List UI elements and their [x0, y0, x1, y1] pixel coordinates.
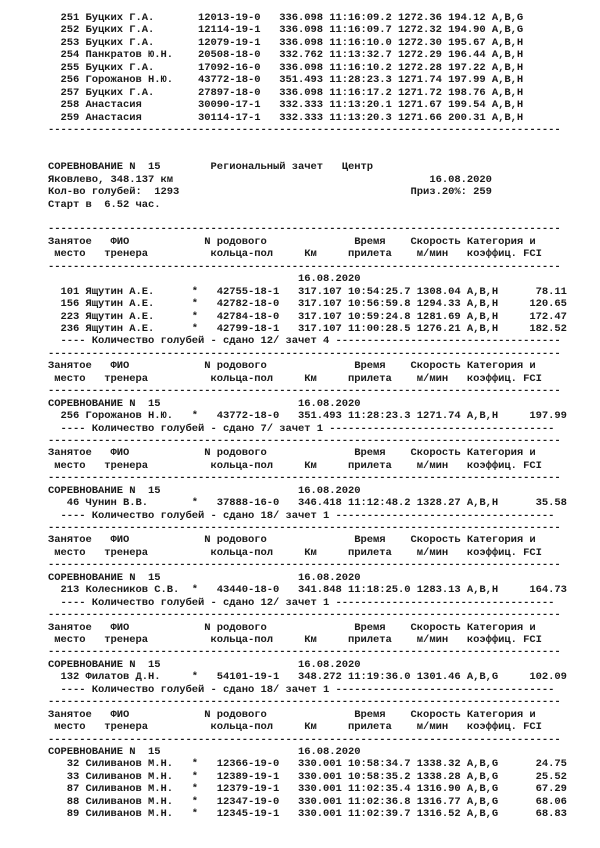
text-line: Яковлево, 348.137 км 16.08.2020 [48, 173, 492, 186]
result-row: 259 Анастасия 30114-17-1 332.333 11:13:20.3 1271.66 200.31 A,B,H [48, 111, 524, 124]
result-row: 89 Силиванов М.Н. * 12345-19-1 330.001 11:02:39.7 1316.52 A,B,G 68.83 [48, 808, 567, 821]
separator-line: ---------------------------------------------------------------------------------- [48, 434, 561, 447]
competition-header-line: СОРЕВНОВАНИЕ N 15 16.08.2020 [48, 571, 361, 584]
competition-header-line: СОРЕВНОВАНИЕ N 15 16.08.2020 [48, 397, 361, 410]
result-row: 252 Буцких Г.А. 12114-19-1 336.098 11:16:09.7 1272.32 194.90 A,B,G [48, 24, 524, 37]
separator-line: ---------------------------------------------------------------------------------- [48, 733, 561, 746]
column-header-line: место тренера кольца-пол Км прилета м/мин коэффиц. FCI [48, 634, 542, 646]
summary-line: ---- Количество голубей - сдано 18/ зачет 1 ----------------------------------- [48, 683, 555, 696]
result-row: 46 Чунин В.В. * 37888-16-0 346.418 11:12:48.2 1328.27 A,B,H 35.58 [48, 497, 567, 510]
column-header-line: Занятое ФИО N родового Время Скорость Категория и [48, 447, 536, 460]
result-row: 223 Ящутин А.Е. * 42784-18-0 317.107 10:59:24.8 1281.69 A,B,H 172.47 [48, 310, 567, 323]
result-row: 258 Анастасия 30090-17-1 332.333 11:13:20.1 1271.67 199.54 A,B,H [48, 99, 524, 112]
competition-header-line: СОРЕВНОВАНИЕ N 15 16.08.2020 [48, 745, 361, 758]
column-header-line: Занятое ФИО N родового Время Скорость Категория и [48, 235, 536, 248]
result-row: 255 Буцких Г.А. 17092-16-0 336.098 11:16:10.2 1272.28 197.22 A,B,H [48, 61, 524, 74]
result-row: 254 Панкратов Ю.Н. 20508-18-0 332.762 11:13:32.7 1272.29 196.44 A,B,H [48, 49, 524, 62]
result-row: 253 Буцких Г.А. 12079-19-1 336.098 11:16:10.0 1272.30 195.67 A,B,H [48, 36, 524, 49]
competition-header-line: СОРЕВНОВАНИЕ N 15 16.08.2020 [48, 658, 361, 671]
column-header-line: место тренера кольца-пол Км прилета м/мин коэффиц. FCI [48, 248, 542, 261]
column-header-line: Занятое ФИО N родового Время Скорость Категория и [48, 360, 536, 373]
result-row: 88 Силиванов М.Н. * 12347-19-0 330.001 11:02:36.8 1316.77 A,B,G 68.06 [48, 795, 567, 808]
result-row: 101 Ящутин А.Е. * 42755-18-1 317.107 10:54:25.7 1308.04 A,B,H 78.11 [48, 285, 567, 298]
separator-line: ---------------------------------------------------------------------------------- [48, 609, 561, 622]
result-row: 33 Силиванов М.Н. * 12389-19-1 330.001 10:58:35.2 1338.28 A,B,G 25.52 [48, 770, 567, 783]
text-line: 16.08.2020 [48, 273, 361, 286]
separator-line: ---------------------------------------------------------------------------------- [48, 646, 561, 659]
separator-line: ---------------------------------------------------------------------------------- [48, 223, 561, 236]
result-row: 32 Силиванов М.Н. * 12366-19-0 330.001 10:58:34.7 1338.32 A,B,G 24.75 [48, 758, 567, 771]
separator-line: ---------------------------------------------------------------------------------- [48, 347, 561, 360]
separator-line: ---------------------------------------------------------------------------------- [48, 123, 561, 136]
result-row: 256 Горожанов Н.Ю. 43772-18-0 351.493 11:28:23.3 1271.74 197.99 A,B,H [48, 74, 524, 87]
column-header-line: место тренера кольца-пол Км прилета м/мин коэффиц. FCI [48, 721, 542, 734]
result-row: 87 Силиванов М.Н. * 12379-19-1 330.001 11:02:35.4 1316.90 A,B,G 67.29 [48, 783, 567, 796]
result-row: 156 Ящутин А.Е. * 42782-18-0 317.107 10:56:59.8 1294.33 A,B,H 120.65 [48, 298, 567, 311]
column-header-line: место тренера кольца-пол Км прилета м/мин коэффиц. FCI [48, 372, 542, 385]
separator-line: ---------------------------------------------------------------------------------- [48, 559, 561, 572]
column-header-line: место тренера кольца-пол Км прилета м/мин коэффиц. FCI [48, 459, 542, 472]
column-header-line: место тренера кольца-пол Км прилета м/мин коэффиц. FCI [48, 546, 542, 559]
result-row: 251 Буцких Г.А. 12013-19-0 336.098 11:16:09.2 1272.36 194.12 A,B,G [48, 12, 524, 24]
result-row: 236 Ящутин А.Е. * 42799-18-1 317.107 11:00:28.5 1276.21 A,B,H 182.52 [48, 323, 567, 335]
separator-line: ---------------------------------------------------------------------------------- [48, 472, 561, 485]
summary-line: ---- Количество голубей - сдано 12/ зачет 1 ----------------------------------- [48, 596, 555, 609]
column-header-line: Занятое ФИО N родового Время Скорость Категория и [48, 708, 536, 721]
result-row: 257 Буцких Г.А. 27897-18-0 336.098 11:16:17.2 1271.72 198.76 A,B,H [48, 86, 524, 99]
column-header-line: Занятое ФИО N родового Время Скорость Категория и [48, 621, 536, 634]
result-row: 213 Колесников С.В. * 43440-18-0 341.848 11:18:25.0 1283.13 A,B,H 164.73 [48, 584, 567, 597]
text-line: Старт в 6.52 час. [48, 198, 161, 211]
result-row: 256 Горожанов Н.Ю. * 43772-18-0 351.493 11:28:23.3 1271.74 A,B,H 197.99 [48, 410, 567, 423]
competition-header-line: СОРЕВНОВАНИЕ N 15 16.08.2020 [48, 484, 361, 497]
summary-line: ---- Количество голубей - сдано 18/ зачет 1 ----------------------------------- [48, 509, 555, 522]
separator-line: ---------------------------------------------------------------------------------- [48, 385, 561, 398]
competition-header-line: СОРЕВНОВАНИЕ N 15 Региональный зачет Центр [48, 161, 374, 174]
text-line: Кол-во голубей: 1293 Приз.20%: 259 [48, 186, 492, 199]
separator-line: ---------------------------------------------------------------------------------- [48, 522, 561, 535]
separator-line: ---------------------------------------------------------------------------------- [48, 260, 561, 273]
summary-line: ---- Количество голубей - сдано 12/ зачет 4 ------------------------------------ [48, 335, 561, 348]
summary-line: ---- Количество голубей - сдано 7/ зачет 1 ------------------------------------ [48, 422, 555, 435]
column-header-line: Занятое ФИО N родового Время Скорость Категория и [48, 534, 536, 547]
separator-line: ---------------------------------------------------------------------------------- [48, 696, 561, 709]
result-row: 132 Филатов Д.Н. * 54101-19-1 348.272 11:19:36.0 1301.46 A,B,G 102.09 [48, 671, 567, 684]
